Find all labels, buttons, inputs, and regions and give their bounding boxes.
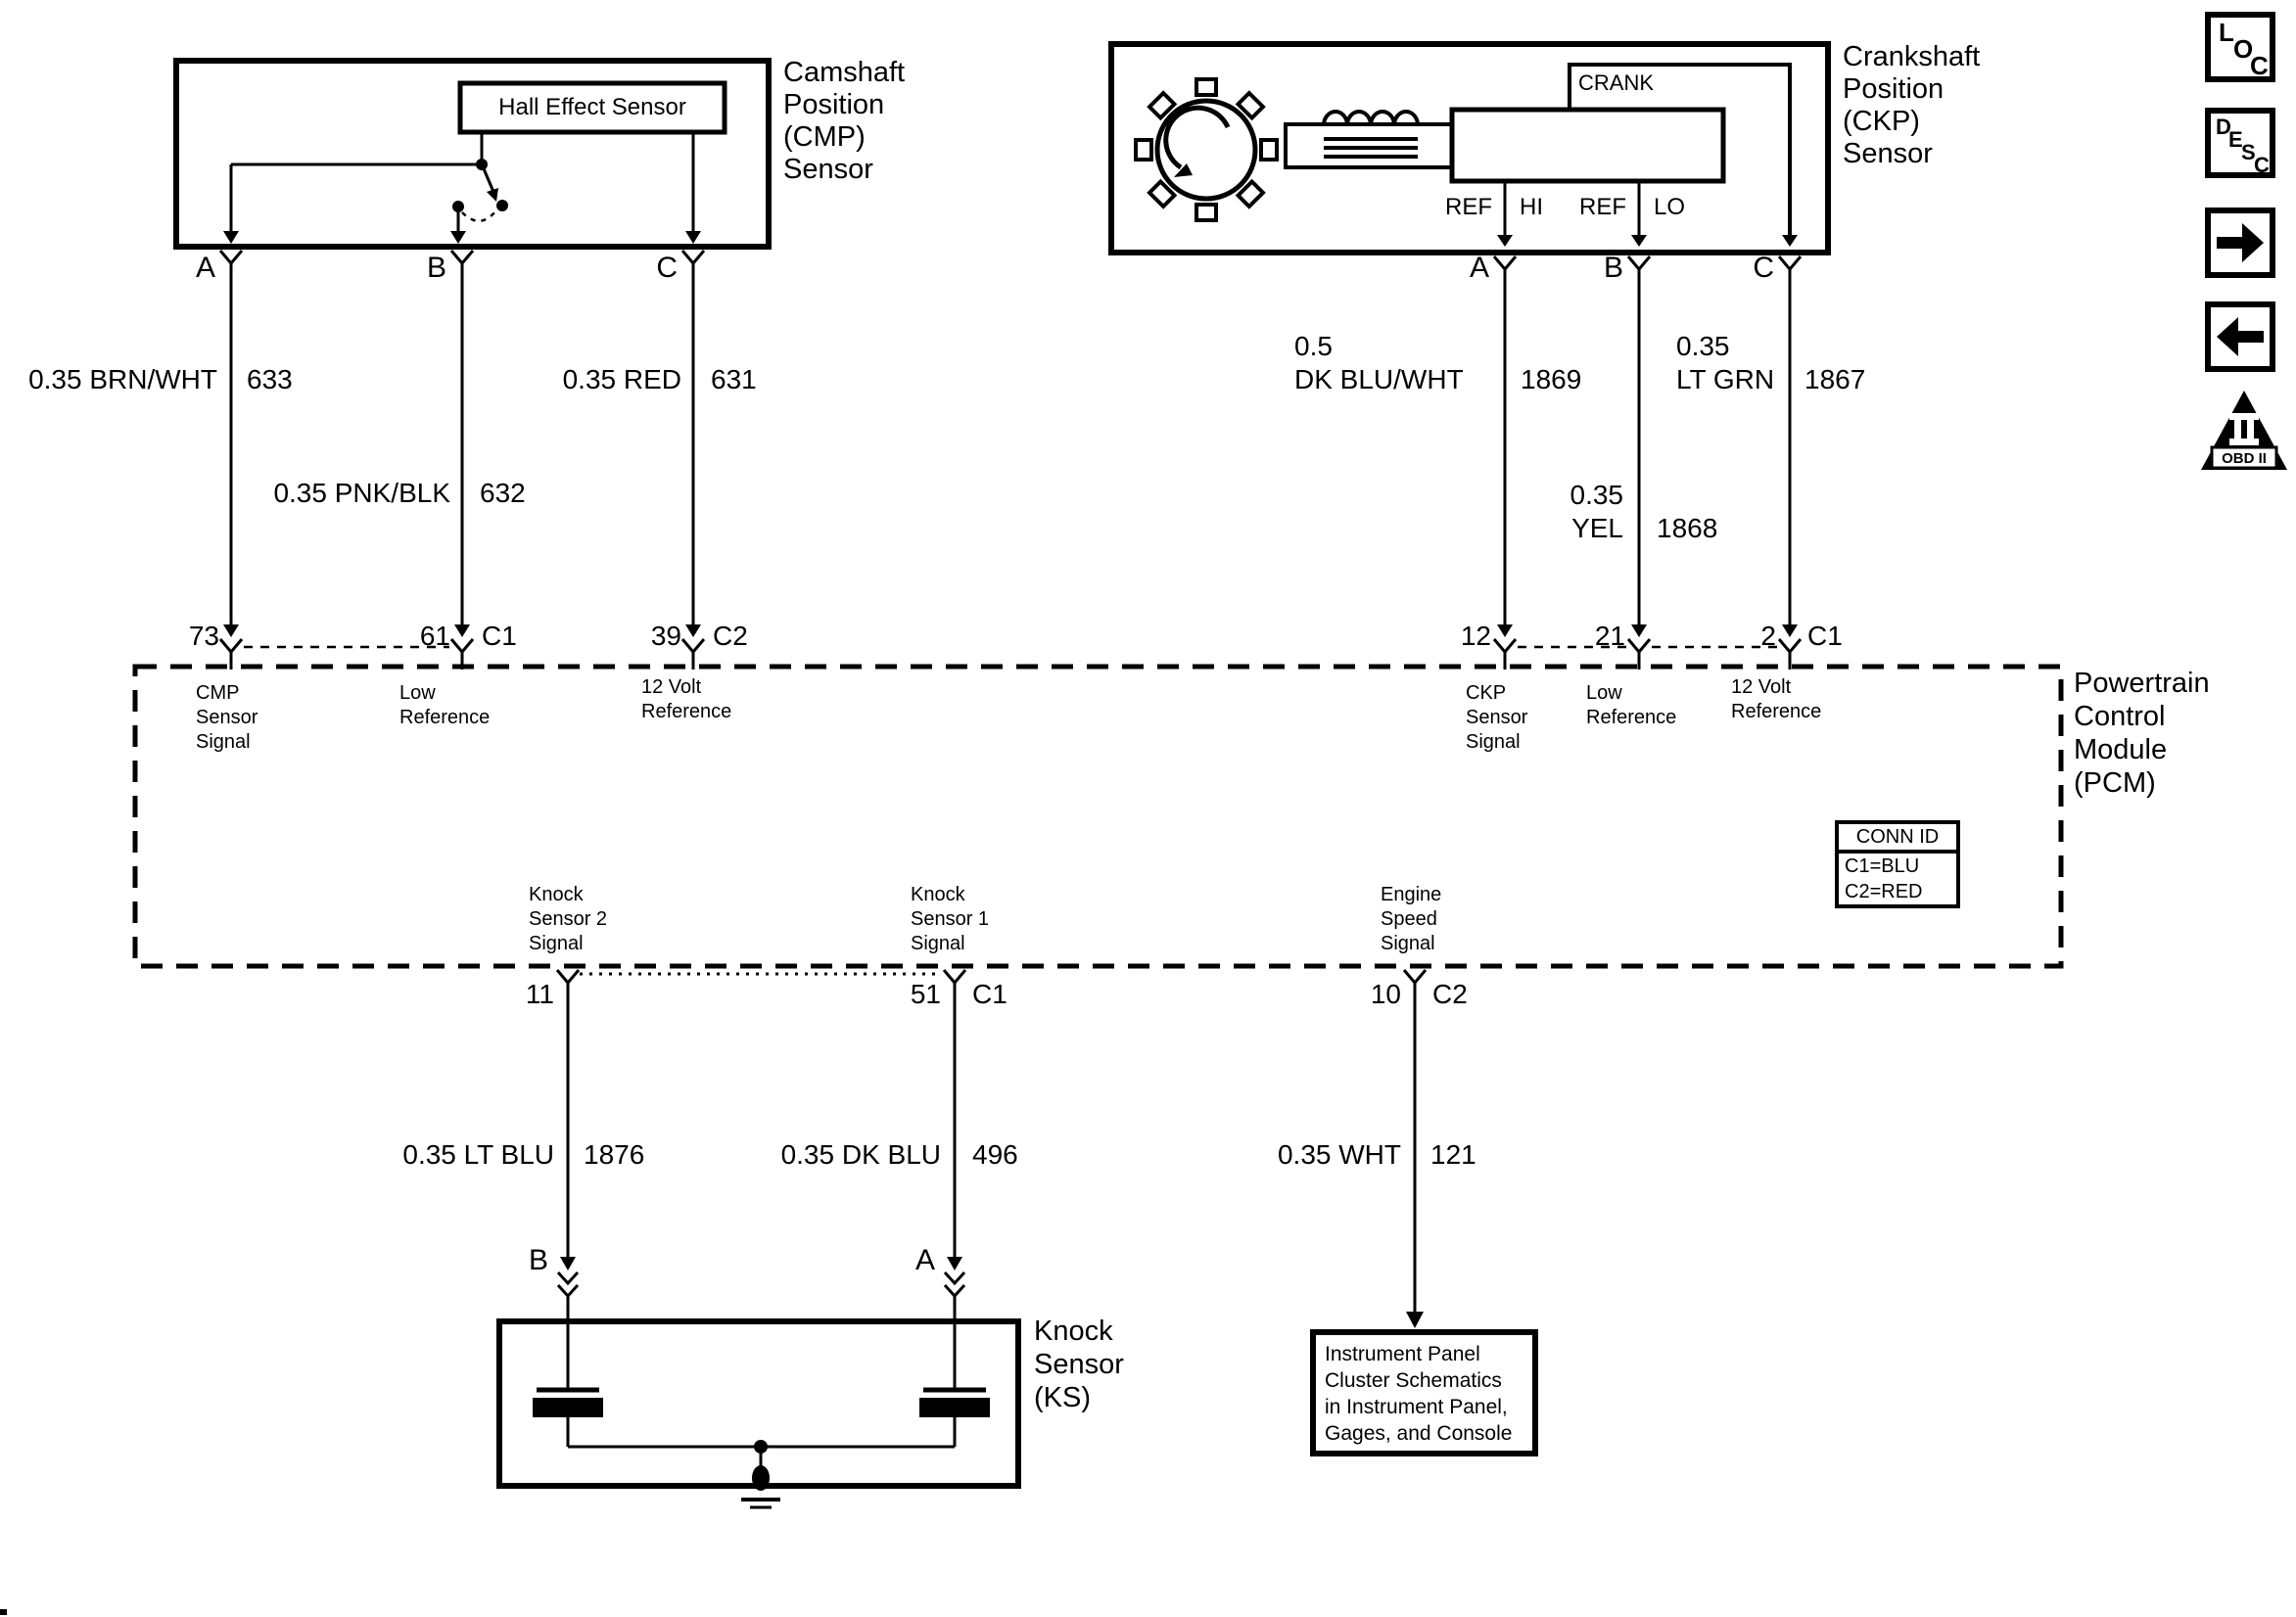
pcm-pin-function: 12 Volt <box>1731 676 1792 698</box>
wire-label: 0.35 <box>1676 331 1730 361</box>
conn-id-row: C2=RED <box>1845 881 1923 902</box>
wire-label: LT GRN <box>1676 364 1775 394</box>
crank-label: CRANK <box>1578 70 1655 95</box>
pcm-pin-function: Sensor <box>1466 707 1528 728</box>
wire-label: 0.35 WHT <box>1277 1139 1401 1170</box>
conn-id-row: C1=BLU <box>1845 855 1920 877</box>
pcm-pin-function: Sensor 2 <box>529 908 608 930</box>
pcm-pin-function: Reference <box>399 707 491 728</box>
pcm-pin-function: Signal <box>196 731 251 753</box>
pcm-title-line: (PCM) <box>2074 767 2156 799</box>
reluctor-wheel-icon <box>1136 79 1277 220</box>
wire-label: 0.35 LT BLU <box>402 1139 554 1170</box>
pcm-pin-number: 11 <box>525 979 554 1009</box>
ckp-pin-c: C <box>1753 252 1774 284</box>
ref-lo-ref-label: REF <box>1579 194 1626 220</box>
cmp-pin-c-terminal <box>682 251 704 263</box>
desc-letter: S <box>2241 140 2256 164</box>
pcm-connector-id: C2 <box>1432 979 1468 1009</box>
pcm-pin-function: CKP <box>1466 682 1507 704</box>
pcm-pin-number: 12 <box>1460 621 1491 651</box>
previous-page-button[interactable] <box>2205 301 2275 372</box>
pcm-pin-function: Speed <box>1381 908 1437 930</box>
pcm-pin-function: Sensor <box>196 707 258 728</box>
pcm-pin-number: 73 <box>188 621 219 651</box>
pcm-pin-function: 12 Volt <box>641 676 702 698</box>
ks-title-line: (KS) <box>1034 1382 1091 1413</box>
cmp-title-line: Sensor <box>783 154 873 185</box>
pcm-pin-function: CMP <box>196 682 240 704</box>
piezo-element-2 <box>533 1398 603 1417</box>
pcm-pin-function: Sensor 1 <box>911 908 990 930</box>
next-page-button[interactable] <box>2205 208 2275 278</box>
wire-label: 0.35 RED <box>562 364 681 394</box>
wire-label: 0.35 <box>1570 480 1623 510</box>
desc-letter: C <box>2254 153 2270 177</box>
pcm-pin-function: Signal <box>529 933 584 954</box>
rotation-arrow <box>1166 108 1228 167</box>
circuit-number: 631 <box>711 364 757 394</box>
pcm-pin-number: 39 <box>650 621 681 651</box>
instrument-arrowhead <box>1406 1312 1424 1328</box>
obd-ii-label: OBD II <box>2222 450 2267 467</box>
pcm-pin-function: Signal <box>1466 731 1521 753</box>
ks-title-line: Sensor <box>1034 1349 1124 1380</box>
ckp-pin-b-terminal <box>1628 256 1650 269</box>
conn-id-header: CONN ID <box>1839 824 1956 854</box>
switch-travel-arc <box>462 211 495 221</box>
loc-letter: O <box>2233 34 2254 64</box>
ref-hi-hi-label: HI <box>1520 194 1543 220</box>
pcm-title-line: Control <box>2074 701 2166 732</box>
ground-stud <box>752 1465 770 1491</box>
pcm-pin-function: Reference <box>1586 707 1677 728</box>
loc-button[interactable] <box>2205 12 2275 82</box>
ckp-pin-a: A <box>1469 252 1489 284</box>
pcm-connector-id: C2 <box>713 621 748 651</box>
pcm-title-line: Module <box>2074 734 2168 765</box>
cmp-title-line: Position <box>783 89 885 120</box>
wire-label: 0.35 DK BLU <box>780 1139 941 1170</box>
wire-label: 0.35 PNK/BLK <box>273 478 450 508</box>
pcm-pin-number: 21 <box>1594 621 1625 651</box>
pcm-pin-function: Signal <box>911 933 965 954</box>
ref-lo-lo-label: LO <box>1654 194 1686 220</box>
conn-id-table <box>1835 820 1960 908</box>
circuit-number: 632 <box>480 478 526 508</box>
arrow-right-icon <box>2211 213 2270 272</box>
desc-button[interactable] <box>2205 108 2275 178</box>
pcm-connector-id: C1 <box>482 621 517 651</box>
ks-pin-b: B <box>528 1244 548 1276</box>
page-corner-mark <box>0 1609 7 1615</box>
circuit-number: 1876 <box>584 1139 645 1170</box>
pcm-pin-function: Low <box>1586 682 1622 704</box>
desc-letter: D <box>2216 115 2231 139</box>
loc-letter: C <box>2250 51 2269 80</box>
pcm-pin-number: 51 <box>910 979 941 1009</box>
pcm-pin-number: 2 <box>1760 621 1776 651</box>
circuit-number: 496 <box>972 1139 1018 1170</box>
ckp-pin-c-terminal <box>1779 256 1801 269</box>
piezo-element-1 <box>919 1398 990 1417</box>
circuit-number: 1867 <box>1804 364 1866 394</box>
cmp-title-line: Camshaft <box>783 57 906 88</box>
pcm-connector-id: C1 <box>1807 621 1843 651</box>
circuit-number: 121 <box>1430 1139 1476 1170</box>
ckp-title-line: Sensor <box>1843 138 1933 169</box>
obd-ii-icon[interactable] <box>2199 388 2289 474</box>
circuit-number: 633 <box>247 364 293 394</box>
pcm-pin-function: Knock <box>911 884 965 905</box>
instrument-panel-line: Cluster Schematics <box>1325 1369 1502 1392</box>
loc-letter: L <box>2219 18 2234 47</box>
knock-sensor-box <box>499 1321 1018 1507</box>
pcm-pin-function: Signal <box>1381 933 1435 954</box>
desc-letter: E <box>2228 127 2243 152</box>
pcm-pin-number: 61 <box>419 621 450 651</box>
instrument-panel-reference-box <box>1310 1329 1538 1456</box>
ckp-title-line: (CKP) <box>1843 106 1920 137</box>
instrument-panel-line: in Instrument Panel, <box>1325 1396 1508 1418</box>
wire-label: 0.35 BRN/WHT <box>28 364 217 394</box>
wire-label: DK BLU/WHT <box>1294 364 1464 394</box>
ckp-title-line: Crankshaft <box>1843 41 1981 72</box>
cmp-title-line: (CMP) <box>783 121 866 153</box>
wire-label: 0.5 <box>1294 331 1333 361</box>
ks-pin-a: A <box>914 1244 935 1276</box>
ckp-pin-a-terminal <box>1494 256 1516 269</box>
arrow-left-icon <box>2211 307 2270 366</box>
cmp-pin-c: C <box>656 252 678 284</box>
wire-label: YEL <box>1571 513 1623 543</box>
hall-effect-label: Hall Effect Sensor <box>498 94 686 120</box>
pcm-pin-function: Reference <box>1731 701 1822 722</box>
pcm-pin-function: Reference <box>641 701 732 722</box>
instrument-panel-line: Gages, and Console <box>1325 1422 1513 1445</box>
circuit-number: 1869 <box>1521 364 1582 394</box>
ckp-sensor-box <box>1111 44 1828 269</box>
pcm-title-line: Powertrain <box>2074 668 2210 699</box>
cmp-pin-a-terminal <box>220 251 242 263</box>
harness-wires-top <box>231 263 1790 624</box>
circuit-number: 1868 <box>1657 513 1718 543</box>
ckp-module-box <box>1452 110 1723 181</box>
instrument-panel-line: Instrument Panel <box>1325 1343 1480 1365</box>
pcm-pin-function: Knock <box>529 884 584 905</box>
pcm-top-terminals <box>220 624 1801 670</box>
pcm-pin-number: 10 <box>1370 979 1401 1009</box>
pcm-connector-id: C1 <box>972 979 1007 1009</box>
switch-wiper <box>483 166 493 192</box>
ckp-pin-b: B <box>1603 252 1623 284</box>
ks-title-line: Knock <box>1034 1316 1113 1347</box>
cmp-pin-a: A <box>195 252 215 284</box>
cmp-pin-b: B <box>426 252 446 284</box>
ckp-title-line: Position <box>1843 73 1945 105</box>
pcm-pin-function: Low <box>399 682 436 704</box>
pickup-coil-icon <box>1286 112 1452 167</box>
pcm-pin-function: Engine <box>1381 884 1442 905</box>
cmp-pin-b-terminal <box>451 251 473 263</box>
ref-hi-ref-label: REF <box>1445 194 1492 220</box>
